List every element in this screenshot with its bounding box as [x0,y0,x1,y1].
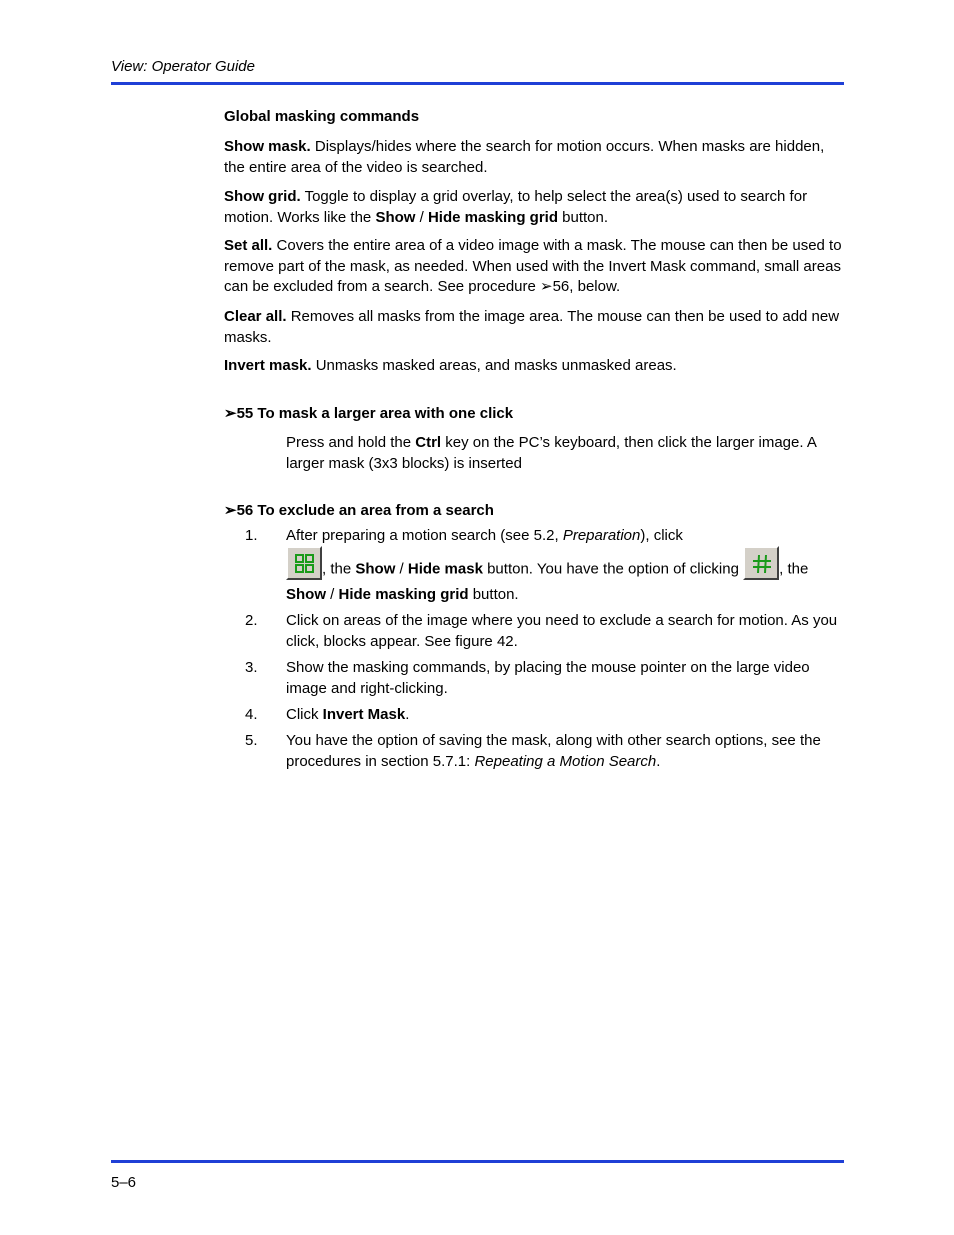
term: Clear all. [224,308,287,325]
set-all-paragraph [224,236,844,298]
show-grid-paragraph [224,187,844,228]
footer-rule [111,1160,844,1163]
text: Press and hold the [286,434,416,451]
step-number: 4. [245,706,258,723]
text: key on the PC’s keyboard, then click the larger image. A larger mask (3x3 blocks) is inserted [286,434,817,472]
definition: Removes all masks from the image area. The mouse can then be used to add new masks. [224,308,840,346]
section-heading: Global masking commands [224,108,420,125]
text: , the [779,560,809,578]
term: Invert mask. [224,357,312,374]
clear-all-paragraph [224,307,844,348]
button-ref: Show [286,586,326,603]
definition-end: button. [558,208,609,226]
definition: Displays/hides where the search for motion occurs. When masks are hidden, the entire area of the video is searched. [224,138,825,176]
step-1-line-1 [286,526,846,547]
step-number: 3. [245,659,258,676]
procedure-56-heading: ➢56 To exclude an area from a search [224,502,494,519]
procedure-55-text [286,433,846,474]
step-2-text: Click on areas of the image where you need to exclude a search for motion. As you click, blocks appear. See figure 42. [286,612,838,650]
text: You have the option of saving the mask, along with other search options, see the procedures in section 5.7.1: [286,732,821,770]
definition: Covers the entire area of a video image with a mask. The mouse can then be used to remove part of the mask, as needed. When used with the Invert Mask command, small areas can be excluded from a search. See procedure ➢56, below. [224,237,842,295]
text: , the [322,560,356,578]
step-number: 2. [245,612,258,629]
running-header: View: Operator Guide [111,58,255,75]
definition: Toggle to display a grid overlay, to help select the area(s) used to search for motion. Works like the [224,188,808,226]
text: button. [468,586,519,603]
step-1-line-2 [286,546,846,580]
step-3-text: Show the masking commands, by placing the mouse pointer on the large video image and right-clicking. [286,659,810,697]
separator: / [326,586,339,603]
term: Show grid. [224,188,301,205]
page-number: 5–6 [111,1174,137,1191]
key-name: Ctrl [415,434,442,451]
button-ref: Hide masking grid [338,586,469,603]
step-number: 1. [245,527,258,544]
show-hide-grid-button[interactable] [743,546,779,580]
step-5-text [286,731,846,772]
separator: / [395,560,408,578]
button-ref: Show [375,208,416,226]
section-ref: Repeating a Motion Search [474,752,657,770]
step-number: 5. [245,732,258,749]
button-ref: Hide mask [407,560,483,578]
button-ref: Hide masking grid [427,208,558,226]
text: button. You have the option of clicking [482,560,744,578]
hash-grid-icon [752,554,772,574]
text: ), click [640,527,683,544]
definition: Unmasks masked areas, and masks unmasked areas. [311,357,677,374]
invert-mask-paragraph [224,356,844,377]
text: Click [286,706,323,723]
command-ref: Invert Mask [322,706,406,723]
header-rule [111,82,844,85]
step-1-line-3 [286,585,846,606]
mask-grid-icon [295,554,315,574]
section-ref: Preparation [562,527,641,544]
step-4-text [286,705,846,726]
term: Set all. [224,237,273,254]
button-ref: Show [355,560,396,578]
show-hide-mask-button[interactable] [286,546,322,580]
text: . [656,752,661,770]
term: Show mask. [224,138,311,155]
text: After preparing a motion search (see 5.2, [286,527,563,544]
text: . [405,706,410,723]
procedure-55-heading: ➢55 To mask a larger area with one click [224,405,514,422]
separator: / [415,208,428,226]
show-mask-paragraph [224,137,844,178]
